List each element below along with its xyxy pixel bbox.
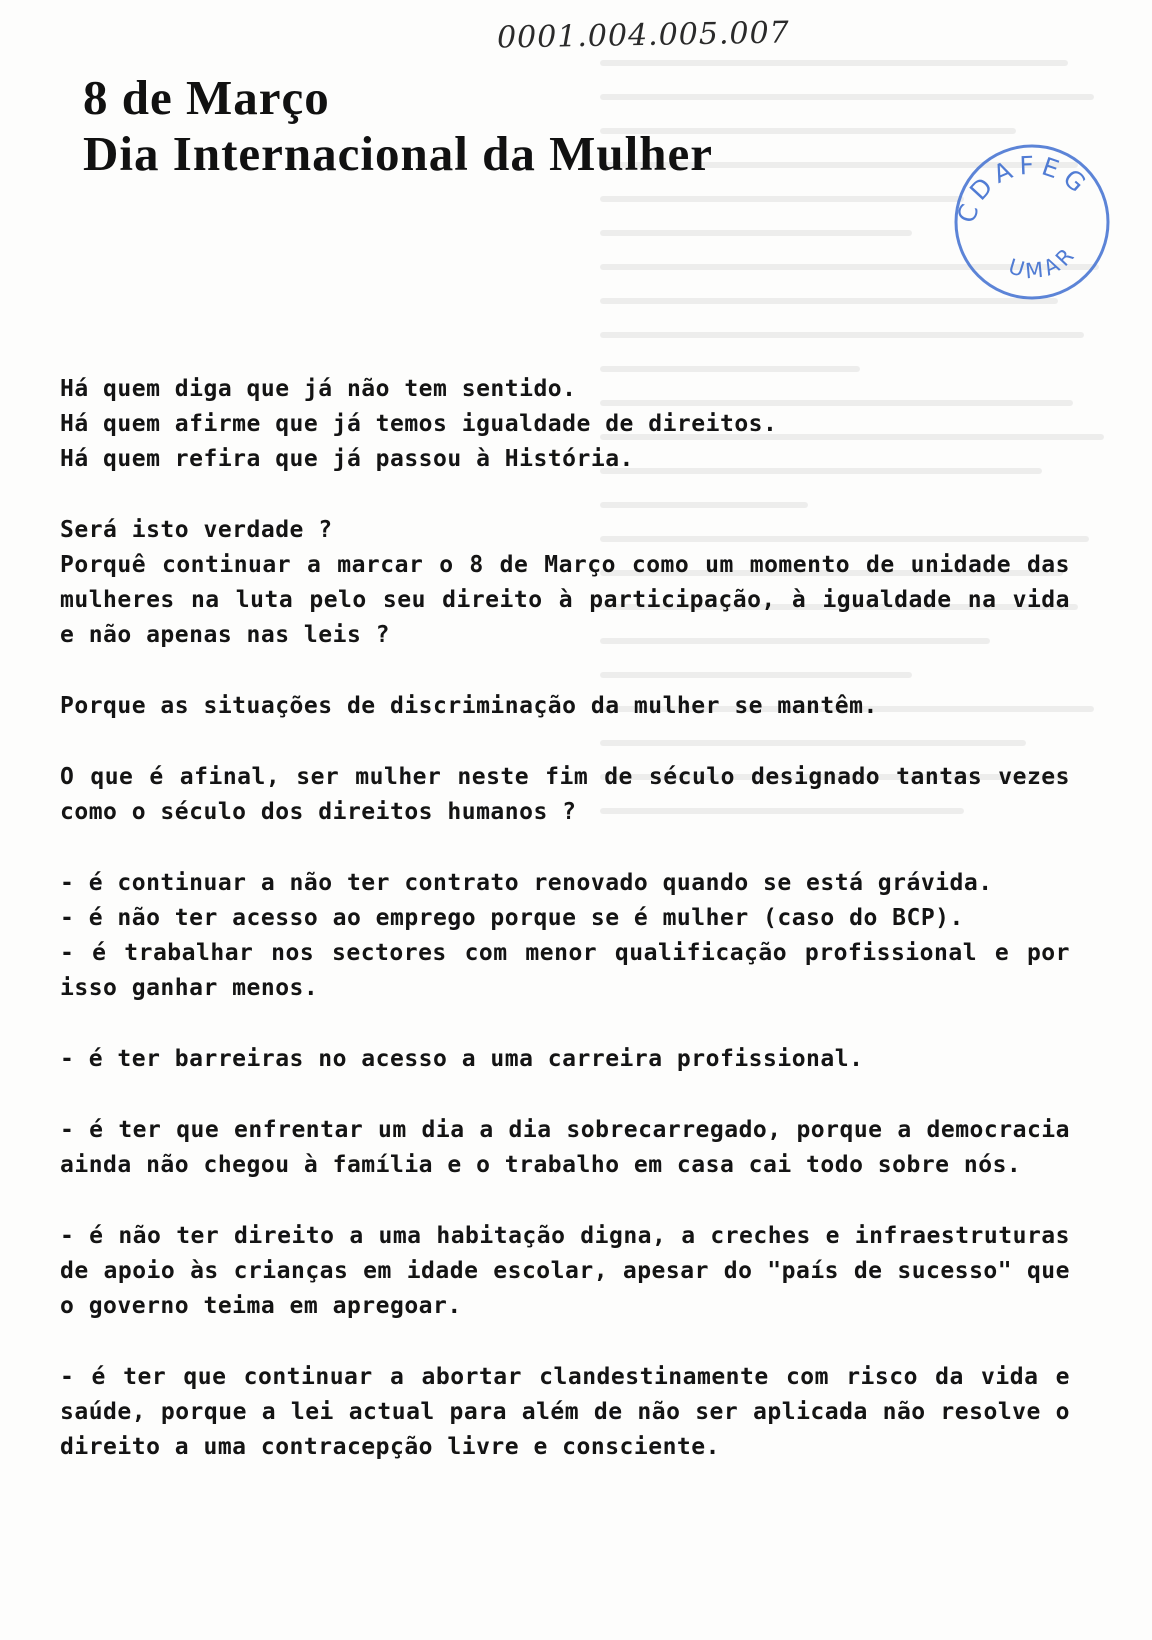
what-is-paragraph: O que é afinal, ser mulher neste fim de século designado tantas vezes como o século dos direitos humanos ?: [60, 764, 1070, 825]
answer-paragraph: Porque as situações de discriminação da mulher se mantêm.: [60, 693, 878, 719]
list-item: - é não ter direito a uma habitação digna, a creches e infraestruturas de apoio às crianças em idade escolar, apesar do "país de sucesso" que o governo teima em apregoar.: [60, 1223, 1070, 1319]
discrimination-list: [60, 866, 1070, 1465]
title-line-event: Dia Internacional da Mulher: [83, 126, 713, 181]
svg-text:UMAR: [1006, 241, 1081, 283]
intro-line: Há quem refira que já passou à História.: [60, 446, 634, 472]
title-line-date: 8 de Março: [83, 70, 330, 125]
pamphlet-body: [60, 372, 1070, 1465]
intro-line: Há quem afirme que já temos igualdade de direitos.: [60, 411, 778, 437]
list-item: - é ter que continuar a abortar clandestinamente com risco da vida e saúde, porque a lei actual para além de não ser aplicada não resolve o direito a uma contracepção livre e consciente.: [60, 1364, 1070, 1460]
list-item: - é não ter acesso ao emprego porque se é mulher (caso do BCP).: [60, 905, 964, 931]
list-item: - é ter barreiras no acesso a uma carreira profissional.: [60, 1046, 864, 1072]
list-item: - é continuar a não ter contrato renovado quando se está grávida.: [60, 870, 993, 896]
stamp-top-text: CDAFEG: [951, 150, 1096, 227]
page-title: [83, 70, 713, 182]
list-item: - é trabalhar nos sectores com menor qualificação profissional e por isso ganhar menos.: [60, 940, 1070, 1001]
intro-line: Há quem diga que já não tem sentido.: [60, 376, 577, 402]
svg-text:CDAFEG: [952, 151, 1096, 227]
question-line: Porquê continuar a marcar o 8 de Março como um momento de unidade das mulheres na luta pelo seu direito à participação, à igualdade na vida e não apenas nas leis ?: [60, 552, 1070, 648]
archive-stamp: [942, 132, 1122, 312]
stamp-bottom-text: UMAR: [1005, 240, 1082, 284]
intro-paragraph: [60, 372, 1070, 477]
question-line: Será isto verdade ?: [60, 517, 333, 543]
question-paragraph: [60, 513, 1070, 653]
archive-reference-code: 0001.004.005.007: [496, 15, 791, 56]
list-item: - é ter que enfrentar um dia a dia sobrecarregado, porque a democracia ainda não chegou à família e o trabalho em casa cai todo sobre nós.: [60, 1117, 1070, 1178]
